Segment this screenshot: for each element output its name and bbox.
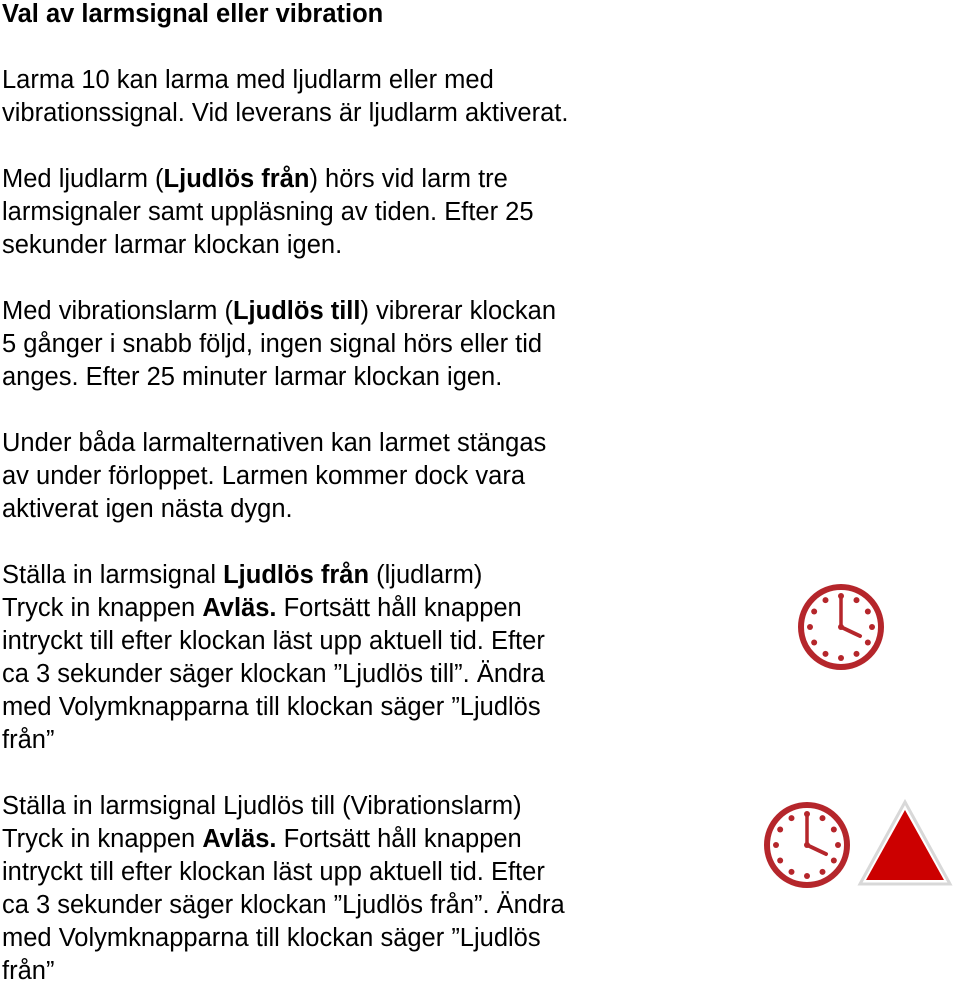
set-on-line-4: ca 3 sekunder säger klockan ”Ljudlös från”. Ändra xyxy=(2,891,565,919)
clock-tick xyxy=(777,827,783,833)
clock-tick xyxy=(820,869,826,875)
clock-tick xyxy=(804,873,810,879)
text-run: Fortsätt håll knappen xyxy=(276,594,522,622)
clock-tick xyxy=(835,842,841,848)
set-off-line-2 xyxy=(2,592,522,625)
vibration-line-2: 5 gånger i snabb följd, ingen signal hörs eller tid xyxy=(2,330,543,358)
clock-tick xyxy=(838,655,844,661)
clock-tick xyxy=(811,640,817,646)
text-run: ) vibrerar klockan xyxy=(360,297,557,325)
intro-line-1: Larma 10 kan larma med ljudlarm eller med xyxy=(2,66,494,94)
intro-line-2: vibrationssignal. Vid leverans är ljudlarm aktiverat. xyxy=(2,99,569,127)
bold-term: Ljudlös från xyxy=(223,561,370,589)
cancel-line-1: Under båda larmalternativen kan larmet stängas xyxy=(2,429,547,457)
clock-tick xyxy=(789,869,795,875)
clock-tick xyxy=(865,640,871,646)
clock-center xyxy=(804,842,810,848)
set-on-line-6: från” xyxy=(2,957,55,985)
bold-term: Avläs. xyxy=(202,825,277,853)
clock-tick xyxy=(831,827,837,833)
cancel-line-3: aktiverat igen nästa dygn. xyxy=(2,495,293,523)
set-off-line-3: intryckt till efter klockan läst upp aktuell tid. Efter xyxy=(2,627,545,655)
set-on-line-5: med Volymknapparna till klockan säger ”Ljudlös xyxy=(2,924,541,952)
clock-tick xyxy=(831,858,837,864)
clock-tick xyxy=(811,609,817,615)
page-title: Val av larmsignal eller vibration xyxy=(2,0,384,28)
set-off-line-4: ca 3 sekunder säger klockan ”Ljudlös till”. Ändra xyxy=(2,660,545,688)
text-run: Med ljudlarm ( xyxy=(2,165,164,193)
clock-tick xyxy=(807,624,813,630)
set-on-line-3: intryckt till efter klockan läst upp aktuell tid. Efter xyxy=(2,858,545,886)
sound-line-1 xyxy=(2,163,508,196)
clock-tick xyxy=(820,815,826,821)
text-run: Fortsätt håll knappen xyxy=(276,825,522,853)
set-on-line-1: Ställa in larmsignal Ljudlös till (Vibrationslarm) xyxy=(2,792,522,820)
triangle-up-icon xyxy=(856,798,954,890)
set-off-line-1 xyxy=(2,559,482,592)
text-run: ) hörs vid larm tre xyxy=(309,165,508,193)
clock-tick xyxy=(789,815,795,821)
clock-tick xyxy=(869,624,875,630)
clock-tick xyxy=(865,609,871,615)
vibration-line-3: anges. Efter 25 minuter larmar klockan igen. xyxy=(2,363,503,391)
text-run: (ljudlarm) xyxy=(369,561,483,589)
set-off-line-6: från” xyxy=(2,726,55,754)
clock-icon xyxy=(796,582,886,672)
sound-line-2: larmsignaler samt uppläsning av tiden. Efter 25 xyxy=(2,198,534,226)
clock-tick xyxy=(777,858,783,864)
vibration-line-1 xyxy=(2,295,556,328)
text-run: Ställa in larmsignal xyxy=(2,561,224,589)
triangle-fill xyxy=(866,810,944,880)
text-run: Tryck in knappen xyxy=(2,825,203,853)
clock-tick xyxy=(854,597,860,603)
clock-center xyxy=(838,624,844,630)
bold-term: Avläs. xyxy=(202,594,277,622)
clock-icon xyxy=(762,800,852,890)
text-run: Tryck in knappen xyxy=(2,594,203,622)
clock-tick xyxy=(823,597,829,603)
set-on-line-2 xyxy=(2,823,522,856)
clock-tick xyxy=(854,651,860,657)
bold-term: Ljudlös från xyxy=(163,165,310,193)
cancel-line-2: av under förloppet. Larmen kommer dock vara xyxy=(2,462,525,490)
set-off-line-5: med Volymknapparna till klockan säger ”Ljudlös xyxy=(2,693,541,721)
clock-tick xyxy=(773,842,779,848)
clock-tick xyxy=(823,651,829,657)
text-run: Med vibrationslarm ( xyxy=(2,297,233,325)
sound-line-3: sekunder larmar klockan igen. xyxy=(2,231,343,259)
bold-term: Ljudlös till xyxy=(232,297,361,325)
